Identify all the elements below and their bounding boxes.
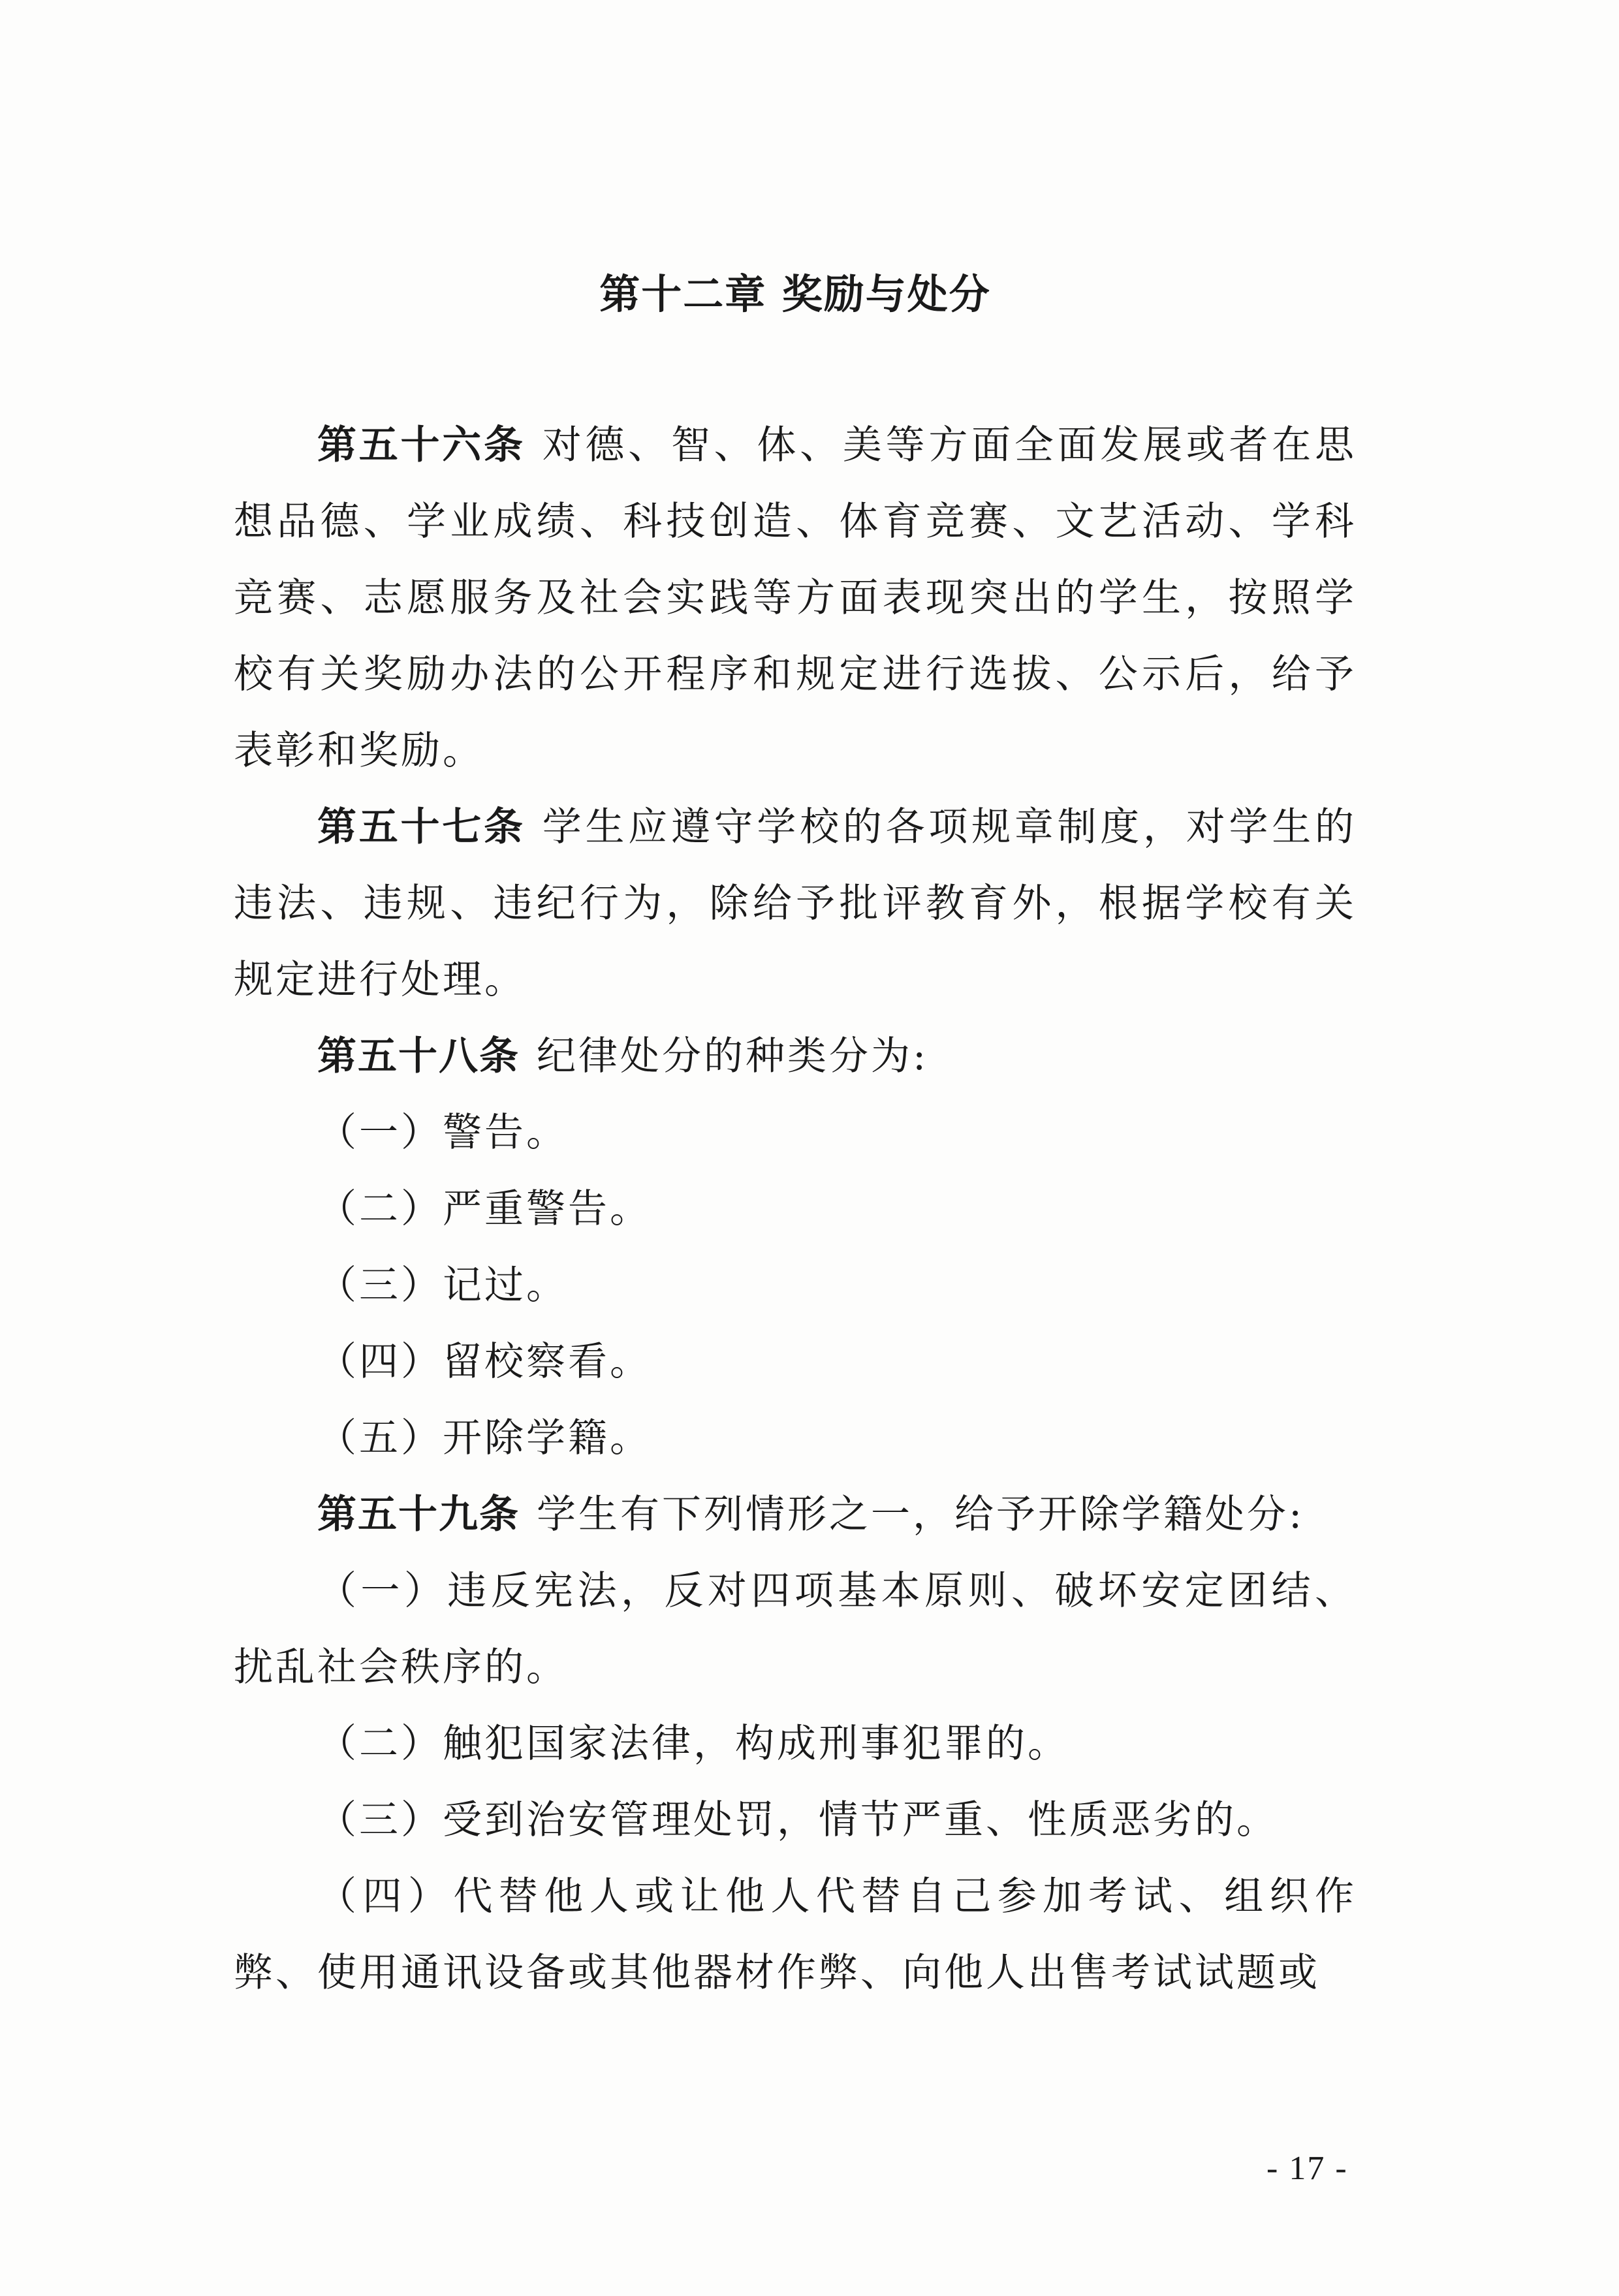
article-58-item-4: （四）留校察看。: [317, 1339, 652, 1385]
article-58-item-3: （三）记过。: [317, 1263, 568, 1308]
chapter-title: 第十二章 奖励与处分: [599, 270, 991, 318]
article-59-number: 第五十九条: [317, 1492, 520, 1537]
article-56: [234, 407, 1357, 789]
page-number: - 17 -: [1266, 2150, 1348, 2187]
article-56-text: 对德、智、体、美等方面全面发展或者在思想品德、学业成绩、科技创造、体育竞赛、文艺活动、学科竞赛、志愿服务及社会实践等方面表现突出的学生，按照学校有关奖励办法的公开程序和规定进行选拔、公示后，给予表彰和奖励。: [234, 422, 1357, 774]
article-58-item-1: （一）警告。: [317, 1110, 568, 1156]
article-58-item-5: （五）开除学籍。: [317, 1415, 652, 1461]
article-58: [234, 1018, 1357, 1095]
article-59-text: 学生有下列情形之一，给予开除学籍处分:: [537, 1492, 1305, 1537]
article-59-item-1: （一）违反宪法，反对四项基本原则、破坏安定团结、扰乱社会秩序的。: [234, 1568, 1357, 1690]
article-59-item-3: （三）受到治安管理处罚，情节严重、性质恶劣的。: [317, 1797, 1278, 1843]
article-57: [234, 789, 1357, 1018]
article-59-item-2: （二）触犯国家法律，构成刑事犯罪的。: [317, 1721, 1069, 1767]
article-57-number: 第五十七条: [317, 804, 526, 850]
article-57-text: 学生应遵守学校的各项规章制度，对学生的违法、违规、违纪行为，除给予批评教育外，根据学校有关规定进行处理。: [234, 804, 1357, 1003]
article-56-number: 第五十六条: [317, 422, 526, 468]
page-content: [234, 270, 1357, 2011]
article-58-text: 纪律处分的种类分为:: [537, 1033, 929, 1079]
article-58-number: 第五十八条: [317, 1033, 520, 1079]
article-59-item-4: （四）代替他人或让他人代替自己参加考试、组织作弊、使用通讯设备或其他器材作弊、向他人出售考试试题或: [234, 1874, 1357, 1996]
article-58-item-2: （二）严重警告。: [317, 1186, 652, 1232]
article-59: [234, 1477, 1357, 1553]
